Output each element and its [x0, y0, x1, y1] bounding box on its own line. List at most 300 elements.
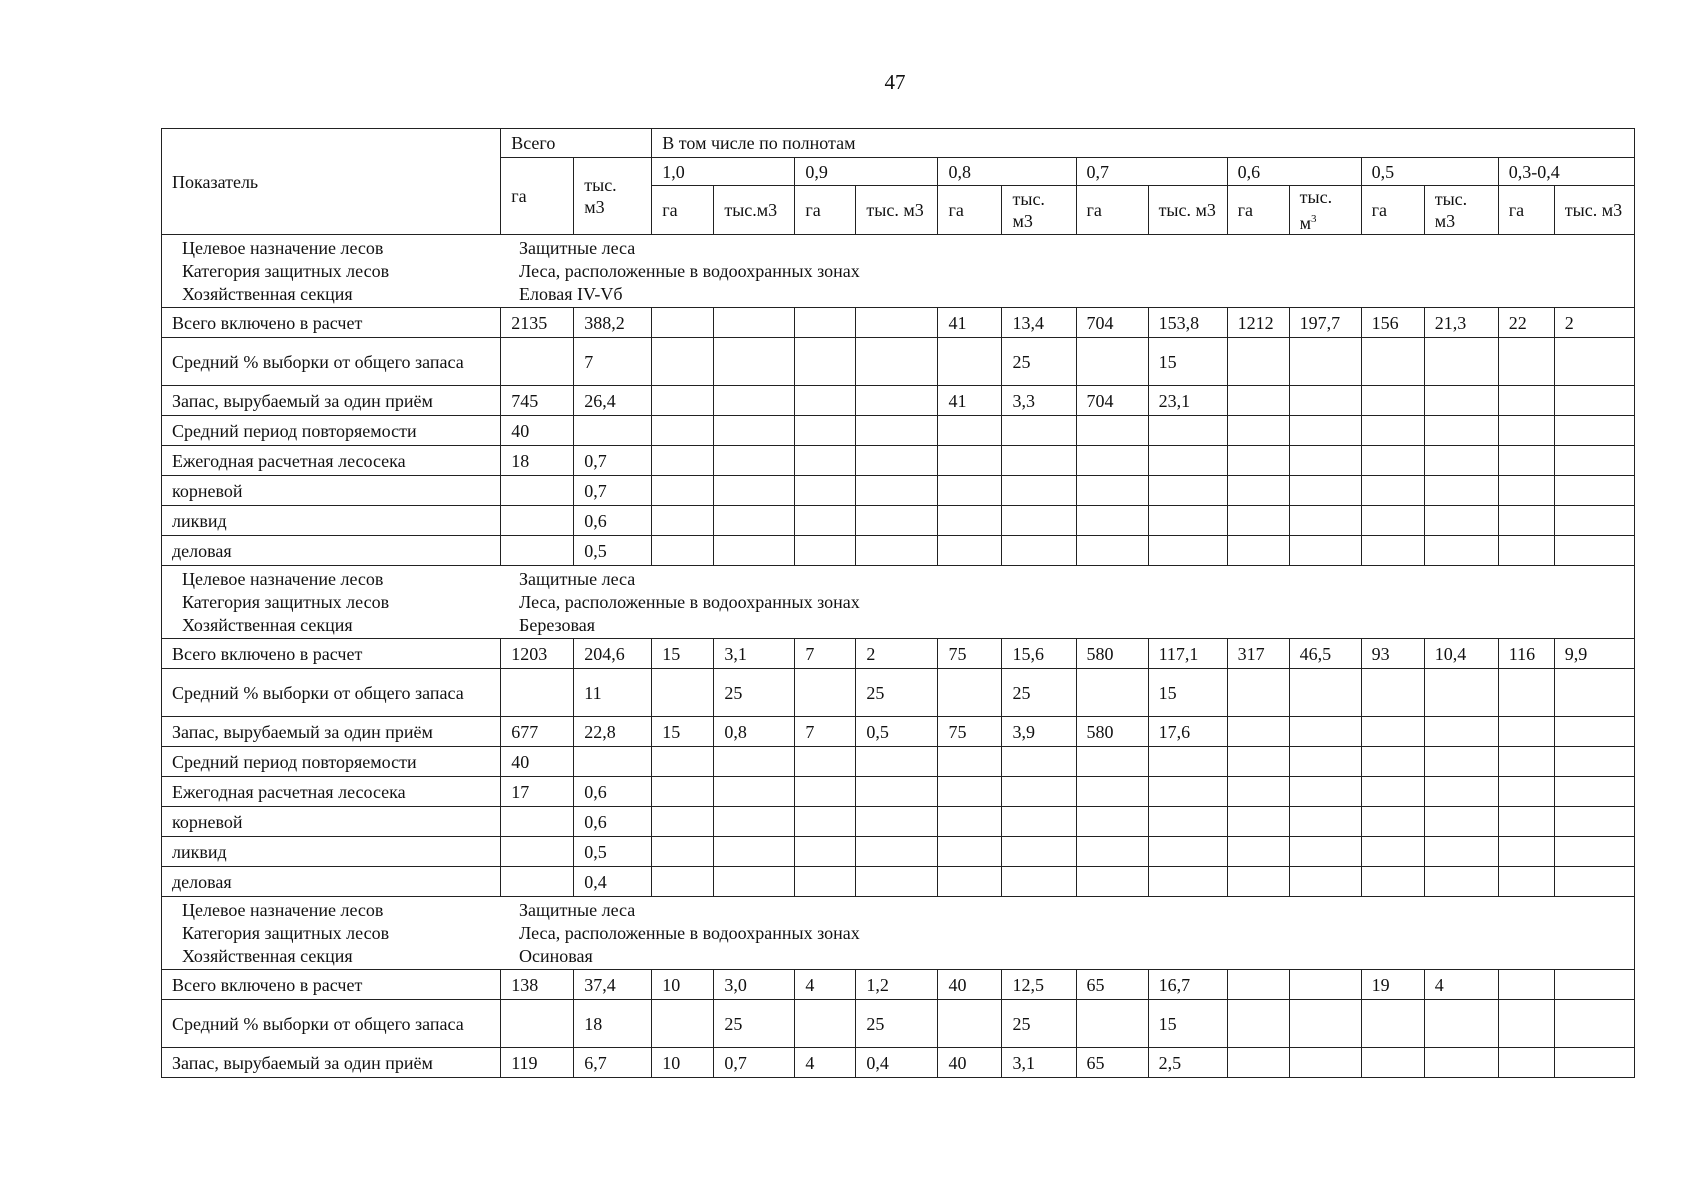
table-cell — [1289, 867, 1361, 897]
table-cell — [652, 416, 714, 446]
table-row — [162, 639, 1635, 669]
table-row — [162, 536, 1635, 566]
table-cell — [1424, 338, 1498, 386]
table-cell — [1148, 837, 1227, 867]
header-ha: га — [938, 186, 1002, 235]
table-body — [162, 235, 1635, 1078]
table-cell — [1361, 807, 1424, 837]
table-cell: 317 — [1227, 639, 1289, 669]
section-value: Леса, расположенные в водоохранных зонах — [519, 260, 860, 281]
table-cell — [501, 867, 574, 897]
table-row — [162, 416, 1635, 446]
table-cell — [1002, 807, 1076, 837]
table-cell — [714, 807, 795, 837]
table-cell: 2 — [1554, 308, 1634, 338]
row-label: Всего включено в расчет — [162, 639, 501, 669]
table-cell — [795, 747, 856, 777]
table-cell — [1498, 867, 1554, 897]
table-cell — [1076, 807, 1148, 837]
table-row — [162, 446, 1635, 476]
table-cell: 1212 — [1227, 308, 1289, 338]
table-cell: 0,7 — [574, 476, 652, 506]
table-cell — [1361, 536, 1424, 566]
table-cell — [1148, 506, 1227, 536]
table-cell — [501, 1000, 574, 1048]
table-row — [162, 1000, 1635, 1048]
table-cell: 580 — [1076, 639, 1148, 669]
table-cell — [795, 777, 856, 807]
table-row — [162, 807, 1635, 837]
table-cell — [501, 338, 574, 386]
table-cell — [1289, 386, 1361, 416]
table-cell: 25 — [714, 669, 795, 717]
table-cell — [652, 338, 714, 386]
section-header-row — [162, 566, 1635, 639]
table-row — [162, 476, 1635, 506]
table-cell: 40 — [501, 416, 574, 446]
table-cell — [938, 747, 1002, 777]
table-cell — [795, 536, 856, 566]
section-value: Защитные леса — [519, 899, 636, 920]
table-cell — [652, 446, 714, 476]
table-row — [162, 970, 1635, 1000]
header-thous-m3-superscript — [1289, 186, 1361, 235]
table-cell — [1424, 777, 1498, 807]
table-cell — [1289, 416, 1361, 446]
table-cell — [714, 837, 795, 867]
table-cell — [1076, 1000, 1148, 1048]
table-cell — [1002, 867, 1076, 897]
table-cell — [856, 386, 938, 416]
table-cell: 11 — [574, 669, 652, 717]
table-cell — [652, 807, 714, 837]
table-cell — [1076, 338, 1148, 386]
header-ha: га — [1227, 186, 1289, 235]
table-cell: 119 — [501, 1048, 574, 1078]
header-thous-m3: тыс. м3 — [1424, 186, 1498, 235]
table-cell — [795, 867, 856, 897]
table-cell: 17 — [501, 777, 574, 807]
table-cell — [1076, 476, 1148, 506]
table-cell — [1554, 536, 1634, 566]
table-cell — [795, 837, 856, 867]
table-cell — [1498, 338, 1554, 386]
section-value: Еловая IV-Vб — [519, 283, 623, 304]
table-cell — [1002, 747, 1076, 777]
table-cell: 37,4 — [574, 970, 652, 1000]
table-cell — [1076, 416, 1148, 446]
table-cell: 40 — [938, 970, 1002, 1000]
table-cell: 1,2 — [856, 970, 938, 1000]
table-row — [162, 386, 1635, 416]
table-cell — [1498, 416, 1554, 446]
table-cell — [1498, 747, 1554, 777]
row-label: Средний % выборки от общего запаса — [162, 669, 501, 717]
table-cell — [1227, 669, 1289, 717]
table-cell: 15 — [652, 639, 714, 669]
header-total-thous-m3: тыс. м3 — [574, 158, 652, 235]
table-cell: 18 — [501, 446, 574, 476]
table-cell — [1076, 867, 1148, 897]
table-cell — [795, 669, 856, 717]
table-cell — [1424, 717, 1498, 747]
table-cell — [1361, 506, 1424, 536]
table-cell — [1148, 867, 1227, 897]
table-cell — [856, 338, 938, 386]
table-cell — [1498, 837, 1554, 867]
table-cell — [1554, 807, 1634, 837]
table-cell — [1289, 747, 1361, 777]
table-cell — [1361, 386, 1424, 416]
table-cell — [1227, 717, 1289, 747]
table-cell — [501, 837, 574, 867]
table-cell — [1361, 717, 1424, 747]
table-cell — [938, 506, 1002, 536]
table-cell — [938, 338, 1002, 386]
section-label: Целевое назначение лесов — [182, 568, 384, 589]
table-cell — [1554, 837, 1634, 867]
table-cell — [714, 416, 795, 446]
table-cell — [1289, 970, 1361, 1000]
table-cell: 10,4 — [1424, 639, 1498, 669]
table-cell — [714, 308, 795, 338]
table-cell — [1148, 536, 1227, 566]
table-cell: 40 — [938, 1048, 1002, 1078]
section-label: Целевое назначение лесов — [182, 899, 384, 920]
table-cell — [652, 506, 714, 536]
table-cell: 25 — [856, 1000, 938, 1048]
table-cell — [1498, 386, 1554, 416]
table-cell — [1554, 777, 1634, 807]
table-cell: 41 — [938, 386, 1002, 416]
table-cell — [1554, 1000, 1634, 1048]
row-label: деловая — [162, 867, 501, 897]
header-density: 0,8 — [938, 158, 1076, 186]
table-cell: 2,5 — [1148, 1048, 1227, 1078]
table-cell: 13,4 — [1002, 308, 1076, 338]
header-ha: га — [1076, 186, 1148, 235]
row-label: ликвид — [162, 506, 501, 536]
table-cell — [1227, 747, 1289, 777]
table-cell: 153,8 — [1148, 308, 1227, 338]
table-cell — [1002, 476, 1076, 506]
table-cell — [1498, 536, 1554, 566]
table-row — [162, 747, 1635, 777]
table-cell — [1554, 1048, 1634, 1078]
table-cell — [938, 807, 1002, 837]
table-cell: 3,0 — [714, 970, 795, 1000]
header-ha: га — [1498, 186, 1554, 235]
table-cell — [938, 476, 1002, 506]
table-cell — [1227, 777, 1289, 807]
table-cell: 6,7 — [574, 1048, 652, 1078]
table-cell — [714, 777, 795, 807]
table-cell — [1424, 747, 1498, 777]
header-ha: га — [795, 186, 856, 235]
table-cell: 19 — [1361, 970, 1424, 1000]
table-cell — [714, 338, 795, 386]
table-cell: 0,7 — [714, 1048, 795, 1078]
table-cell — [1498, 717, 1554, 747]
table-cell — [1424, 867, 1498, 897]
table-cell: 12,5 — [1002, 970, 1076, 1000]
table-cell — [1361, 446, 1424, 476]
table-cell — [652, 476, 714, 506]
table-row — [162, 506, 1635, 536]
table-cell — [1148, 416, 1227, 446]
table-cell — [856, 777, 938, 807]
table-cell — [714, 867, 795, 897]
row-label: деловая — [162, 536, 501, 566]
table-cell — [856, 308, 938, 338]
table-cell — [938, 837, 1002, 867]
row-label: Всего включено в расчет — [162, 308, 501, 338]
table-cell — [652, 837, 714, 867]
header-density: 1,0 — [652, 158, 795, 186]
table-cell — [795, 338, 856, 386]
table-cell — [1361, 747, 1424, 777]
row-label: Ежегодная расчетная лесосека — [162, 777, 501, 807]
table-cell: 65 — [1076, 970, 1148, 1000]
section-value: Защитные леса — [519, 237, 636, 258]
table-cell — [1227, 807, 1289, 837]
row-label: Запас, вырубаемый за один приём — [162, 386, 501, 416]
header-thous-m3: тыс. м3 — [1148, 186, 1227, 235]
table-cell — [652, 308, 714, 338]
table-cell — [1554, 717, 1634, 747]
table-cell — [856, 867, 938, 897]
table-cell: 18 — [574, 1000, 652, 1048]
table-cell — [714, 536, 795, 566]
section-label: Хозяйственная секция — [182, 283, 353, 304]
table-cell — [1227, 970, 1289, 1000]
table-cell: 23,1 — [1148, 386, 1227, 416]
table-cell: 15 — [1148, 669, 1227, 717]
table-cell: 21,3 — [1424, 308, 1498, 338]
table-cell: 117,1 — [1148, 639, 1227, 669]
table-cell — [1148, 777, 1227, 807]
header-thous-m3: тыс. м3 — [856, 186, 938, 235]
table-cell — [1554, 476, 1634, 506]
table-cell: 3,1 — [714, 639, 795, 669]
table-cell — [1227, 446, 1289, 476]
table-cell — [1361, 1000, 1424, 1048]
table-row — [162, 867, 1635, 897]
table-cell — [1361, 867, 1424, 897]
section-label: Категория защитных лесов — [182, 260, 390, 281]
page-number: 47 — [884, 70, 906, 94]
section-value: Защитные леса — [519, 568, 636, 589]
row-label: Средний % выборки от общего запаса — [162, 1000, 501, 1048]
table-cell: 156 — [1361, 308, 1424, 338]
table-cell — [1498, 1000, 1554, 1048]
table-cell — [714, 476, 795, 506]
table-cell — [1424, 506, 1498, 536]
table-cell: 26,4 — [574, 386, 652, 416]
table-cell — [938, 536, 1002, 566]
table-cell — [652, 867, 714, 897]
table-cell: 204,6 — [574, 639, 652, 669]
table-cell: 4 — [1424, 970, 1498, 1000]
table-cell — [795, 506, 856, 536]
table-cell — [1424, 446, 1498, 476]
table-cell — [652, 536, 714, 566]
table-cell — [938, 867, 1002, 897]
table-cell — [1554, 669, 1634, 717]
table-cell — [1554, 446, 1634, 476]
table-cell: 745 — [501, 386, 574, 416]
table-cell — [1361, 416, 1424, 446]
table-cell: 22,8 — [574, 717, 652, 747]
header-density: 0,6 — [1227, 158, 1361, 186]
table-cell — [1498, 669, 1554, 717]
row-label: Всего включено в расчет — [162, 970, 501, 1000]
table-cell — [1227, 536, 1289, 566]
table-cell — [1361, 476, 1424, 506]
table-cell — [1424, 386, 1498, 416]
table-cell — [938, 446, 1002, 476]
table-cell: 75 — [938, 639, 1002, 669]
row-label: Средний % выборки от общего запаса — [162, 338, 501, 386]
table-cell — [1076, 536, 1148, 566]
table-cell: 0,4 — [856, 1048, 938, 1078]
table-cell — [856, 536, 938, 566]
table-cell — [856, 506, 938, 536]
header-indicator: Показатель — [162, 129, 501, 235]
table-cell — [1361, 669, 1424, 717]
table-cell — [1002, 416, 1076, 446]
superscript-3: 3 — [1311, 213, 1317, 225]
header-thous-m3: тыс. м3 — [1002, 186, 1076, 235]
table-cell — [1424, 536, 1498, 566]
table-cell — [1424, 416, 1498, 446]
table-cell: 2 — [856, 639, 938, 669]
section-label: Категория защитных лесов — [182, 922, 390, 943]
table-cell — [1002, 536, 1076, 566]
table-cell: 9,9 — [1554, 639, 1634, 669]
table-cell — [856, 476, 938, 506]
table-cell — [1554, 416, 1634, 446]
table-cell — [856, 446, 938, 476]
table-cell — [501, 476, 574, 506]
table-cell: 16,7 — [1148, 970, 1227, 1000]
table-cell: 46,5 — [1289, 639, 1361, 669]
table-cell: 4 — [795, 1048, 856, 1078]
header-thous-m3: тыс.м3 — [714, 186, 795, 235]
table-cell — [1002, 446, 1076, 476]
table-cell: 25 — [714, 1000, 795, 1048]
table-cell: 25 — [1002, 1000, 1076, 1048]
table-cell — [1227, 867, 1289, 897]
table-cell — [1002, 777, 1076, 807]
table-cell: 25 — [856, 669, 938, 717]
table-cell: 10 — [652, 1048, 714, 1078]
table-cell — [1002, 837, 1076, 867]
table-cell — [1148, 747, 1227, 777]
table-cell — [795, 308, 856, 338]
table-cell: 580 — [1076, 717, 1148, 747]
table-cell: 25 — [1002, 338, 1076, 386]
table-cell — [714, 506, 795, 536]
table-cell — [714, 386, 795, 416]
table-cell: 2135 — [501, 308, 574, 338]
table-cell — [938, 416, 1002, 446]
table-cell: 75 — [938, 717, 1002, 747]
table-cell — [856, 837, 938, 867]
row-label: Средний период повторяемости — [162, 747, 501, 777]
table-cell — [1076, 446, 1148, 476]
table-cell — [1554, 867, 1634, 897]
table-cell — [1424, 1048, 1498, 1078]
table-cell: 15 — [652, 717, 714, 747]
table-cell — [1498, 476, 1554, 506]
header-including: В том числе по полнотам — [652, 129, 1635, 158]
table-cell — [501, 669, 574, 717]
row-label: корневой — [162, 476, 501, 506]
table-cell — [795, 446, 856, 476]
table-cell: 704 — [1076, 386, 1148, 416]
table-cell — [574, 747, 652, 777]
header-density: 0,7 — [1076, 158, 1227, 186]
section-value: Леса, расположенные в водоохранных зонах — [519, 591, 860, 612]
table-cell — [856, 416, 938, 446]
header-total-ha: га — [501, 158, 574, 235]
table-cell — [1227, 1000, 1289, 1048]
table-cell — [1227, 1048, 1289, 1078]
table-cell — [1424, 476, 1498, 506]
table-cell — [856, 807, 938, 837]
header-density: 0,3-0,4 — [1498, 158, 1634, 186]
table-cell: 0,4 — [574, 867, 652, 897]
table-cell — [1148, 807, 1227, 837]
table-cell: 7 — [574, 338, 652, 386]
table-cell — [1227, 476, 1289, 506]
table-cell — [1076, 747, 1148, 777]
table-cell: 7 — [795, 639, 856, 669]
table-cell — [1289, 669, 1361, 717]
table-cell — [1554, 338, 1634, 386]
table-cell — [652, 386, 714, 416]
table-cell — [652, 1000, 714, 1048]
table-cell — [1289, 446, 1361, 476]
section-value: Осиновая — [519, 945, 593, 966]
table-cell — [1289, 536, 1361, 566]
table-cell — [856, 747, 938, 777]
table-cell — [1498, 1048, 1554, 1078]
table-cell — [795, 476, 856, 506]
row-label: Средний период повторяемости — [162, 416, 501, 446]
table-cell: 197,7 — [1289, 308, 1361, 338]
table-cell: 22 — [1498, 308, 1554, 338]
table-cell — [1498, 506, 1554, 536]
table-cell — [1289, 837, 1361, 867]
table-cell: 0,8 — [714, 717, 795, 747]
table-cell — [1289, 777, 1361, 807]
table-cell: 41 — [938, 308, 1002, 338]
table-row — [162, 308, 1635, 338]
table-cell — [1554, 386, 1634, 416]
section-label: Хозяйственная секция — [182, 614, 353, 635]
table-cell — [1289, 338, 1361, 386]
section-value: Березовая — [519, 614, 596, 635]
table-cell — [1002, 506, 1076, 536]
table-cell — [795, 386, 856, 416]
table-cell — [501, 807, 574, 837]
table-cell — [501, 506, 574, 536]
table-cell — [1361, 837, 1424, 867]
table-cell — [652, 669, 714, 717]
table-cell — [1289, 717, 1361, 747]
